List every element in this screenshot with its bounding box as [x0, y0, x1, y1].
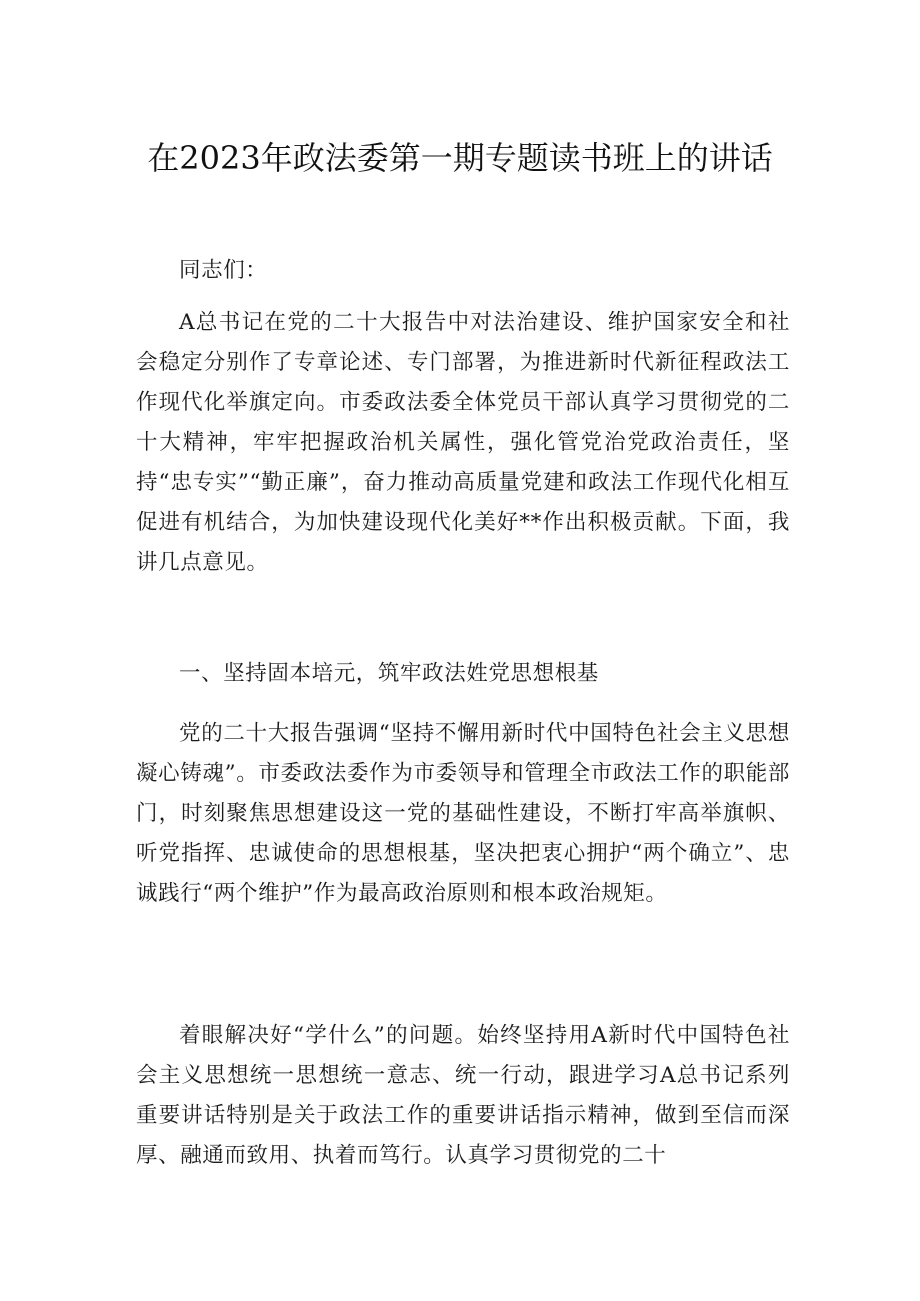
- paragraph-intro: A总书记在党的二十大报告中对法治建设、维护国家安全和社会稳定分别作了专章论述、专门部署，为推进新时代新征程政法工作现代化举旗定向。市委政法委全体党员干部认真学习贯彻党的二十大精神，牢牢把握政治机关属性，强化管党治党政治责任，坚持“忠专实”“勤正廉”，奋力推动高质量党建和政法工作现代化相互促进有机结合，为加快建设现代化美好**作出积极贡献。下面，我讲几点意见。: [136, 310, 790, 575]
- section-heading-1: 一、坚持固本培元，筑牢政法姓党思想根基: [179, 661, 599, 686]
- paragraph-section-1: 党的二十大报告强调“坚持不懈用新时代中国特色社会主义思想凝心铸魂”。市委政法委作为市委领导和管理全市政法工作的职能部门，时刻聚焦思想建设这一党的基础性建设，不断打牢高举旗帜、听党指挥、忠诚使命的思想根基，坚决把衷心拥护“两个确立”、忠诚践行“两个维护”作为最高政治原则和根本政治规矩。: [136, 721, 790, 906]
- salutation: 同志们：: [179, 258, 268, 283]
- document-title: 在2023年政法委第一期专题读书班上的讲话: [147, 139, 773, 177]
- paragraph-study-content: 着眼解决好“学什么”的问题。始终坚持用A新时代中国特色社会主义思想统一思想统一意志、统一行动，跟进学习A总书记系列重要讲话特别是关于政法工作的重要讲话指示精神，做到至信而深厚、融通而致用、执着而笃行。认真学习贯彻党的二十: [136, 1023, 790, 1168]
